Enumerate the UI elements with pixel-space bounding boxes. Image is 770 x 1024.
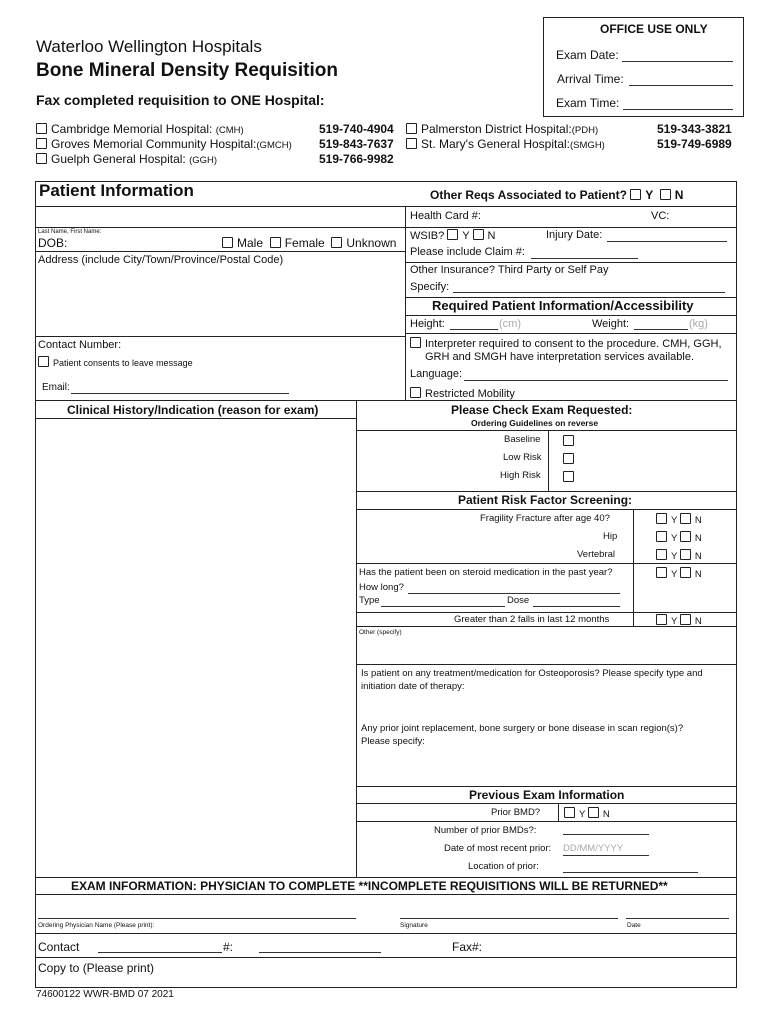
page-title: Bone Mineral Density Requisition (36, 60, 338, 81)
contact-hash-label: #: (223, 940, 234, 954)
divider (405, 227, 736, 228)
divider (356, 563, 736, 564)
divider (633, 509, 634, 626)
address-label: Address (include City/Town/Province/Postal Code) (38, 254, 284, 266)
email-label: Email: (42, 382, 70, 393)
checkbox[interactable] (38, 356, 49, 367)
checkbox[interactable] (564, 807, 575, 818)
contact-label: Contact (38, 940, 80, 954)
risk-screening-title: Patient Risk Factor Screening: (458, 493, 633, 507)
divider (548, 430, 549, 492)
injury-date-field[interactable] (607, 241, 727, 242)
divider (356, 803, 736, 804)
checkbox[interactable] (36, 123, 47, 134)
height-label: Height: (410, 318, 445, 330)
patient-section-title: Patient Information (39, 181, 194, 200)
dose-label: Dose (507, 595, 530, 606)
checkbox[interactable] (331, 237, 342, 248)
hospital-gmch[interactable]: Groves Memorial Community Hospital:(GMCH) (36, 137, 292, 151)
date-field[interactable] (626, 918, 729, 919)
date-recent-placeholder: DD/MM/YYYY (563, 843, 624, 854)
previous-exam-title: Previous Exam Information (469, 788, 625, 802)
divider (35, 957, 736, 958)
osteoporosis-question-cont: initiation date of therapy: (361, 681, 465, 692)
checkbox[interactable] (410, 387, 421, 398)
baseline-checkbox[interactable] (563, 435, 574, 446)
checkbox[interactable] (270, 237, 281, 248)
fax-gmch: 519-843-7637 (319, 137, 394, 151)
checkbox[interactable] (473, 229, 484, 240)
type-label: Type (359, 595, 380, 606)
divider (405, 262, 736, 263)
checkbox[interactable] (406, 138, 417, 149)
number-prior-label: Number of prior BMDs?: (434, 825, 537, 836)
location-prior-label: Location of prior: (468, 861, 539, 872)
exam-date-label: Exam Date: (556, 48, 619, 62)
signature-field[interactable] (400, 918, 618, 919)
weight-label: Weight: (592, 318, 630, 330)
checkbox[interactable] (588, 807, 599, 818)
date-recent-field[interactable] (563, 855, 649, 856)
hip-options[interactable]: Y N (656, 531, 702, 544)
exam-option-baseline: Baseline (504, 434, 541, 445)
dose-field[interactable] (533, 606, 620, 607)
exam-requested-subtitle: Ordering Guidelines on reverse (471, 418, 599, 428)
checkbox[interactable] (680, 513, 691, 524)
divider (356, 821, 736, 822)
language-field[interactable] (464, 380, 728, 381)
sex-options[interactable]: Male Female Unknown (222, 236, 396, 250)
number-prior-field[interactable] (563, 834, 649, 835)
exam-requested-title: Please Check Exam Requested: (451, 403, 633, 417)
checkbox[interactable] (680, 549, 691, 560)
checkbox[interactable] (656, 614, 667, 625)
divider (35, 251, 405, 252)
divider (35, 894, 736, 895)
checkbox[interactable] (656, 531, 667, 542)
hospital-smgh[interactable]: St. Mary's General Hospital:(SMGH) (406, 137, 605, 151)
ordering-physician-field[interactable] (38, 918, 356, 919)
exam-date-field[interactable] (622, 61, 733, 62)
ordering-physician-label: Ordering Physician Name (Please print): (38, 922, 155, 929)
divider (35, 336, 405, 337)
joint-question: Any prior joint replacement, bone surgery or bone disease in scan region(s)? (361, 723, 684, 734)
restricted-mobility-option[interactable]: Restricted Mobility (410, 387, 515, 400)
type-field[interactable] (381, 606, 505, 607)
checkbox[interactable] (660, 189, 671, 200)
copy-to-label: Copy to (Please print) (38, 961, 155, 975)
checkbox[interactable] (36, 138, 47, 149)
exam-option-low-risk: Low Risk (503, 452, 542, 463)
cm-unit: (cm) (499, 318, 521, 330)
dob-label: DOB: (38, 236, 68, 250)
fax-smgh: 519-749-6989 (657, 137, 732, 151)
contact-number-label: Contact Number: (38, 339, 122, 351)
exam-time-label: Exam Time: (556, 96, 620, 110)
divider (405, 333, 736, 334)
email-field[interactable] (71, 393, 289, 394)
checkbox[interactable] (630, 189, 641, 200)
vc-label: VC: (651, 210, 670, 222)
hospital-pdh[interactable]: Palmerston District Hospital:(PDH) (406, 122, 598, 136)
divider (35, 227, 405, 228)
form-code: 74600122 WWR-BMD 07 2021 (36, 989, 174, 1000)
date-label: Date (627, 922, 641, 929)
divider (35, 933, 736, 934)
exam-time-field[interactable] (623, 109, 733, 110)
interpreter-note: GRH and SMGH have interpretation services available. (425, 351, 695, 363)
clinical-history-title: Clinical History/Indication (reason for exam) (67, 403, 319, 417)
fax-ggh: 519-766-9982 (319, 152, 394, 166)
checkbox[interactable] (680, 614, 691, 625)
steroid-options[interactable]: Y N (656, 567, 702, 580)
divider (356, 626, 736, 627)
fragility-label: Fragility Fracture after age 40? (480, 513, 610, 524)
divider (35, 877, 736, 878)
fax-label: Fax#: (452, 940, 483, 954)
divider (35, 400, 736, 401)
checkbox[interactable] (680, 531, 691, 542)
arrival-time-label: Arrival Time: (557, 72, 624, 86)
office-use-title: OFFICE USE ONLY (600, 22, 708, 36)
divider (405, 206, 406, 400)
claim-label: Please include Claim #: (410, 246, 525, 258)
divider (356, 509, 736, 510)
falls-label: Greater than 2 falls in last 12 months (454, 614, 610, 625)
contact-name-field[interactable] (98, 952, 222, 953)
name-label: Last Name, First Name: (38, 229, 102, 235)
fax-cmh: 519-740-4904 (319, 122, 394, 136)
how-long-field[interactable] (408, 593, 620, 594)
location-prior-field[interactable] (563, 872, 698, 873)
signature-label: Signature (400, 922, 428, 929)
low-risk-checkbox[interactable] (563, 453, 574, 464)
other-reqs-label: Other Reqs Associated to Patient? Y N (430, 188, 684, 202)
prior-bmd-options[interactable]: Y N (564, 807, 610, 820)
checkbox[interactable] (656, 513, 667, 524)
other-specify-label: Other (specify) (359, 629, 402, 636)
interpreter-option[interactable]: Interpreter required to consent to the procedure. CMH, GGH, (410, 337, 722, 350)
injury-date-label: Injury Date: (546, 229, 603, 241)
divider (356, 491, 736, 492)
divider (356, 664, 736, 665)
joint-question-cont: Please specify: (361, 736, 425, 747)
checkbox[interactable] (447, 229, 458, 240)
checkbox[interactable] (36, 153, 47, 164)
hip-label: Hip (603, 531, 618, 542)
specify-label: Specify: (410, 281, 450, 293)
fragility-options[interactable]: Y N (656, 513, 702, 526)
wsib-options[interactable]: WSIB? Y N (410, 230, 496, 242)
prior-bmd-label: Prior BMD? (491, 807, 541, 818)
checkbox[interactable] (410, 337, 421, 348)
divider (356, 612, 736, 613)
high-risk-checkbox[interactable] (563, 471, 574, 482)
other-insurance-label: Other Insurance? Third Party or Self Pay (410, 264, 609, 276)
osteoporosis-question: Is patient on any treatment/medication for Osteoporosis? Please specify type and (361, 668, 703, 679)
steroid-label: Has the patient been on steroid medication in the past year? (359, 567, 613, 578)
kg-unit: (kg) (689, 318, 708, 330)
accessibility-title: Required Patient Information/Accessibility (432, 298, 694, 313)
checkbox[interactable] (680, 567, 691, 578)
claim-field[interactable] (531, 258, 638, 259)
vertebral-label: Vertebral (577, 549, 616, 560)
exam-option-high-risk: High Risk (500, 470, 541, 481)
health-card-label: Health Card #: (410, 210, 481, 222)
falls-options[interactable]: Y N (656, 614, 702, 627)
divider (405, 315, 736, 316)
divider (558, 803, 559, 821)
divider (356, 400, 357, 877)
how-long-label: How long? (359, 582, 404, 593)
clinical-history-field[interactable] (36, 419, 355, 876)
exam-info-title: EXAM INFORMATION: PHYSICIAN TO COMPLETE **INCOMPLETE REQUISITIONS WILL BE RETURNED** (71, 879, 668, 893)
hospital-ggh[interactable]: Guelph General Hospital: (GGH) (36, 152, 217, 166)
org-name: Waterloo Wellington Hospitals (36, 37, 262, 56)
arrival-time-field[interactable] (629, 85, 733, 86)
vertebral-options[interactable]: Y N (656, 549, 702, 562)
checkbox[interactable] (656, 549, 667, 560)
divider (356, 430, 736, 431)
checkbox[interactable] (656, 567, 667, 578)
hospital-cmh[interactable]: Cambridge Memorial Hospital: (CMH) (36, 122, 244, 136)
checkbox[interactable] (406, 123, 417, 134)
divider (35, 206, 736, 207)
date-recent-label: Date of most recent prior: (444, 843, 552, 854)
weight-field[interactable] (634, 329, 688, 330)
consent-option[interactable]: Patient consents to leave message (38, 356, 193, 368)
divider (356, 786, 736, 787)
contact-number-field[interactable] (259, 952, 381, 953)
specify-field[interactable] (453, 292, 725, 293)
fax-instruction: Fax completed requisition to ONE Hospital: (36, 92, 325, 108)
fax-pdh: 519-343-3821 (657, 122, 732, 136)
checkbox[interactable] (222, 237, 233, 248)
language-label: Language: (410, 368, 462, 380)
height-field[interactable] (450, 329, 498, 330)
